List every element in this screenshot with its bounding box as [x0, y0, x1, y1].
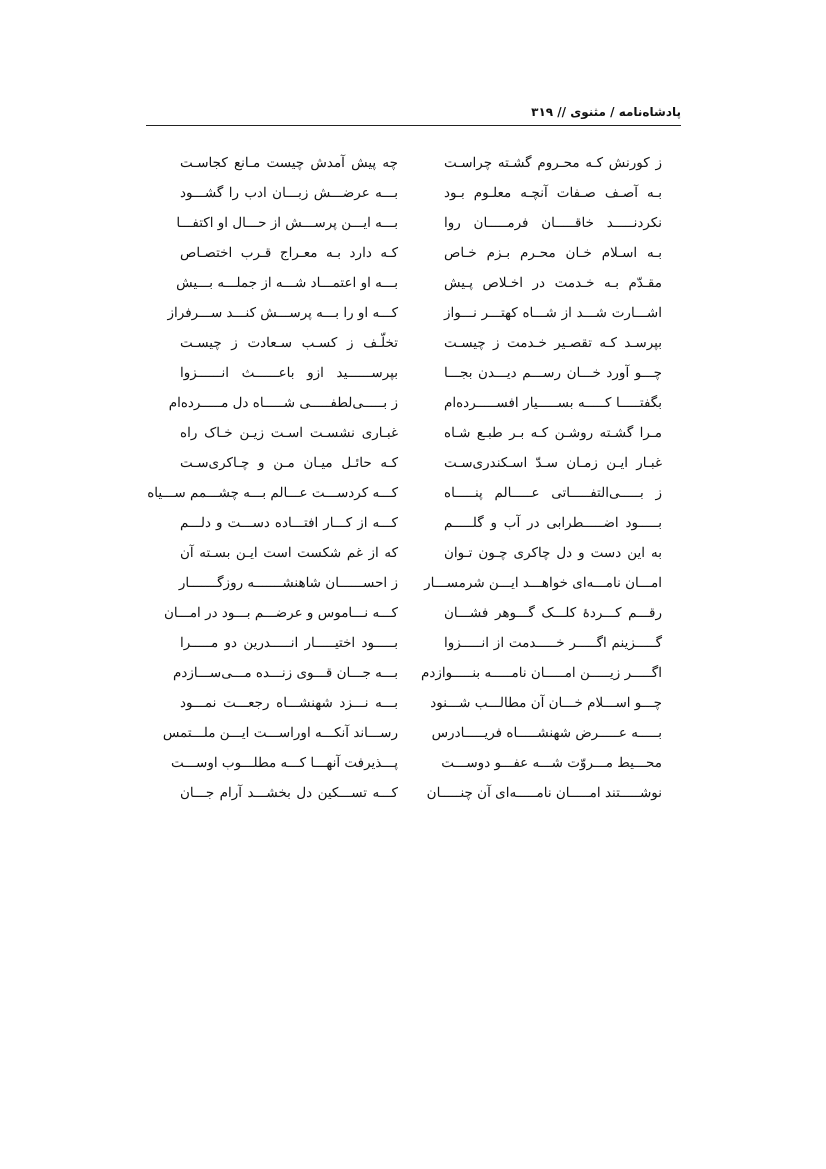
header-rule: [146, 125, 681, 126]
couplet: [180, 148, 662, 178]
hemistich-right: اشـــارت شـــد از شـــاه کهتـــر نـــواز: [444, 305, 662, 321]
hemistich-right: بپرسـد کـه تقصـیر خـدمت ز چیسـت: [444, 335, 662, 351]
hemistich-right: ز بـــــی‌التفـــــاتی عـــــالم پنـــــاه: [444, 485, 662, 501]
hemistich-right: مـرا گشـته روشـن کـه بـر طبـع شـاه: [444, 425, 662, 441]
couplet: [176, 268, 662, 298]
couplet: [180, 628, 662, 658]
couplet: [180, 358, 662, 388]
hemistich-left: ز احســــــان شاهنشـــــــه روزگـــــــار: [178, 575, 398, 591]
hemistich-left: بـــه ایـــن پرســـش از حـــال او اکتفـــا: [176, 215, 398, 231]
couplet: [180, 328, 662, 358]
couplet: [173, 658, 662, 688]
hemistich-left: که از غم شکست است ایـن بسـته آن: [180, 545, 398, 561]
couplet: [167, 298, 662, 328]
hemistich-left: غبـاری نشسـت اسـت زیـن خـاک راه: [180, 425, 398, 441]
hemistich-left: بـــه او اعتمـــاد شـــه از جملـــه بـــیش: [176, 275, 398, 291]
couplet: [180, 778, 662, 808]
couplet: [180, 568, 662, 598]
hemistich-left: کـــه کردســـت عـــالم بـــه چشـــمم ســـیاه: [147, 485, 398, 501]
couplet: [180, 688, 662, 718]
hemistich-left: کـــه تســـکین دل بخشـــد آرام جـــان: [180, 785, 398, 801]
hemistich-right: بـه اسـلام خـان محـرم بـزم خـاص: [444, 245, 662, 261]
hemistich-left: بپرســــــید ازو باعــــــث انــــــزوا: [180, 365, 398, 381]
couplet: [163, 598, 662, 628]
hemistich-left: کـه دارد بـه معـراج قـرب اختصـاص: [180, 245, 398, 261]
hemistich-left: تخلّـف ز کسـب سـعادت ز چیسـت: [180, 335, 398, 351]
hemistich-right: نکردنـــــد خاقـــــان فرمـــــان روا: [444, 215, 662, 231]
couplet: [180, 508, 662, 538]
hemistich-left: کـــه از کـــار افتـــاده دســـت و دلـــم: [180, 515, 398, 531]
hemistich-left: پـــذیرفت آنهـــا کـــه مطلـــوب اوســـت: [170, 755, 398, 771]
hemistich-right: محـــیط مـــروّت شـــه عفـــو دوســـت: [441, 755, 662, 771]
hemistich-left: ز بـــــی‌لطفـــــی شـــــاه دل مـــــرده‌ام: [168, 395, 398, 411]
couplet: [147, 478, 662, 508]
couplet: [180, 238, 662, 268]
hemistich-right: اگـــــر زیـــــن امـــــان نامـــــه بنـــــوازدم: [420, 665, 662, 681]
couplet: [168, 388, 662, 418]
couplet: [180, 538, 662, 568]
hemistich-right: رقـــم کـــردهٔ کلـــک گـــوهر فشـــان: [444, 605, 662, 621]
hemistich-right: بـــــه عـــــرض شهنشـــــاه فریـــــادرس: [431, 725, 662, 741]
hemistich-right: گـــــزینم اگـــــر خـــــدمت از انـــــزوا: [444, 635, 662, 651]
hemistich-right: بـه آصـف صـفات آنچـه معلـوم بـود: [444, 185, 662, 201]
hemistich-left: بـــــود اختیـــــار انـــــدرین دو مـــــرا: [180, 635, 398, 651]
hemistich-right: ز کورنش کـه محـروم گشـته چراسـت: [444, 155, 662, 171]
hemistich-left: بـــه جـــان قـــوی زنـــده مـــی‌ســـازدم: [173, 665, 398, 681]
hemistich-right: نوشـــــتند امـــــان نامـــــه‌ای آن چنـــــان: [426, 785, 662, 801]
hemistich-right: به این دست و دل چاکری چـون تـوان: [444, 545, 662, 561]
couplet: [176, 208, 662, 238]
couplet: [180, 418, 662, 448]
hemistich-left: بـــه عرضـــش زبـــان ادب را گشـــود: [180, 185, 398, 201]
hemistich-right: غبـار ایـن زمـان سـدّ اسـکندری‌سـت: [444, 455, 662, 471]
hemistich-left: چه پیش آمدش چیست مـانع کجاسـت: [180, 155, 398, 171]
hemistich-right: بگفتـــــا کـــــه بســـــیار افســـــرده‌ام: [444, 395, 662, 411]
hemistich-left: رســـاند آنکـــه اوراســـت ایـــن ملـــتمس: [162, 725, 398, 741]
couplet: [180, 448, 662, 478]
hemistich-right: چـــو آورد خـــان رســـم دیـــدن بجـــا: [444, 365, 662, 381]
hemistich-left: کـــه او را بـــه پرســـش کنـــد ســـرفراز: [167, 305, 398, 321]
poem-body: [147, 148, 662, 808]
hemistich-right: چـــو اســـلام خـــان آن مطالـــب شـــنود: [430, 695, 662, 711]
hemistich-left: کـــه نـــاموس و عرضـــم بـــود در امـــان: [163, 605, 398, 621]
hemistich-right: مقـدّم بـه خـدمت در اخـلاص پـیش: [444, 275, 662, 291]
running-header: پادشاه‌نامه / مثنوی // ۳۱۹: [531, 105, 681, 119]
couplet: [170, 748, 662, 778]
hemistich-left: کـه حائـل میـان مـن و چـاکری‌سـت: [180, 455, 398, 471]
hemistich-right: بـــــود اضـــــطرابی در آب و گلـــــم: [444, 515, 662, 531]
hemistich-right: امـــان نامـــه‌ای خواهـــد ایـــن شرمســـار: [424, 575, 662, 591]
couplet: [180, 178, 662, 208]
couplet: [162, 718, 662, 748]
hemistich-left: بـــه نـــزد شهنشـــاه رجعـــت نمـــود: [180, 695, 398, 711]
